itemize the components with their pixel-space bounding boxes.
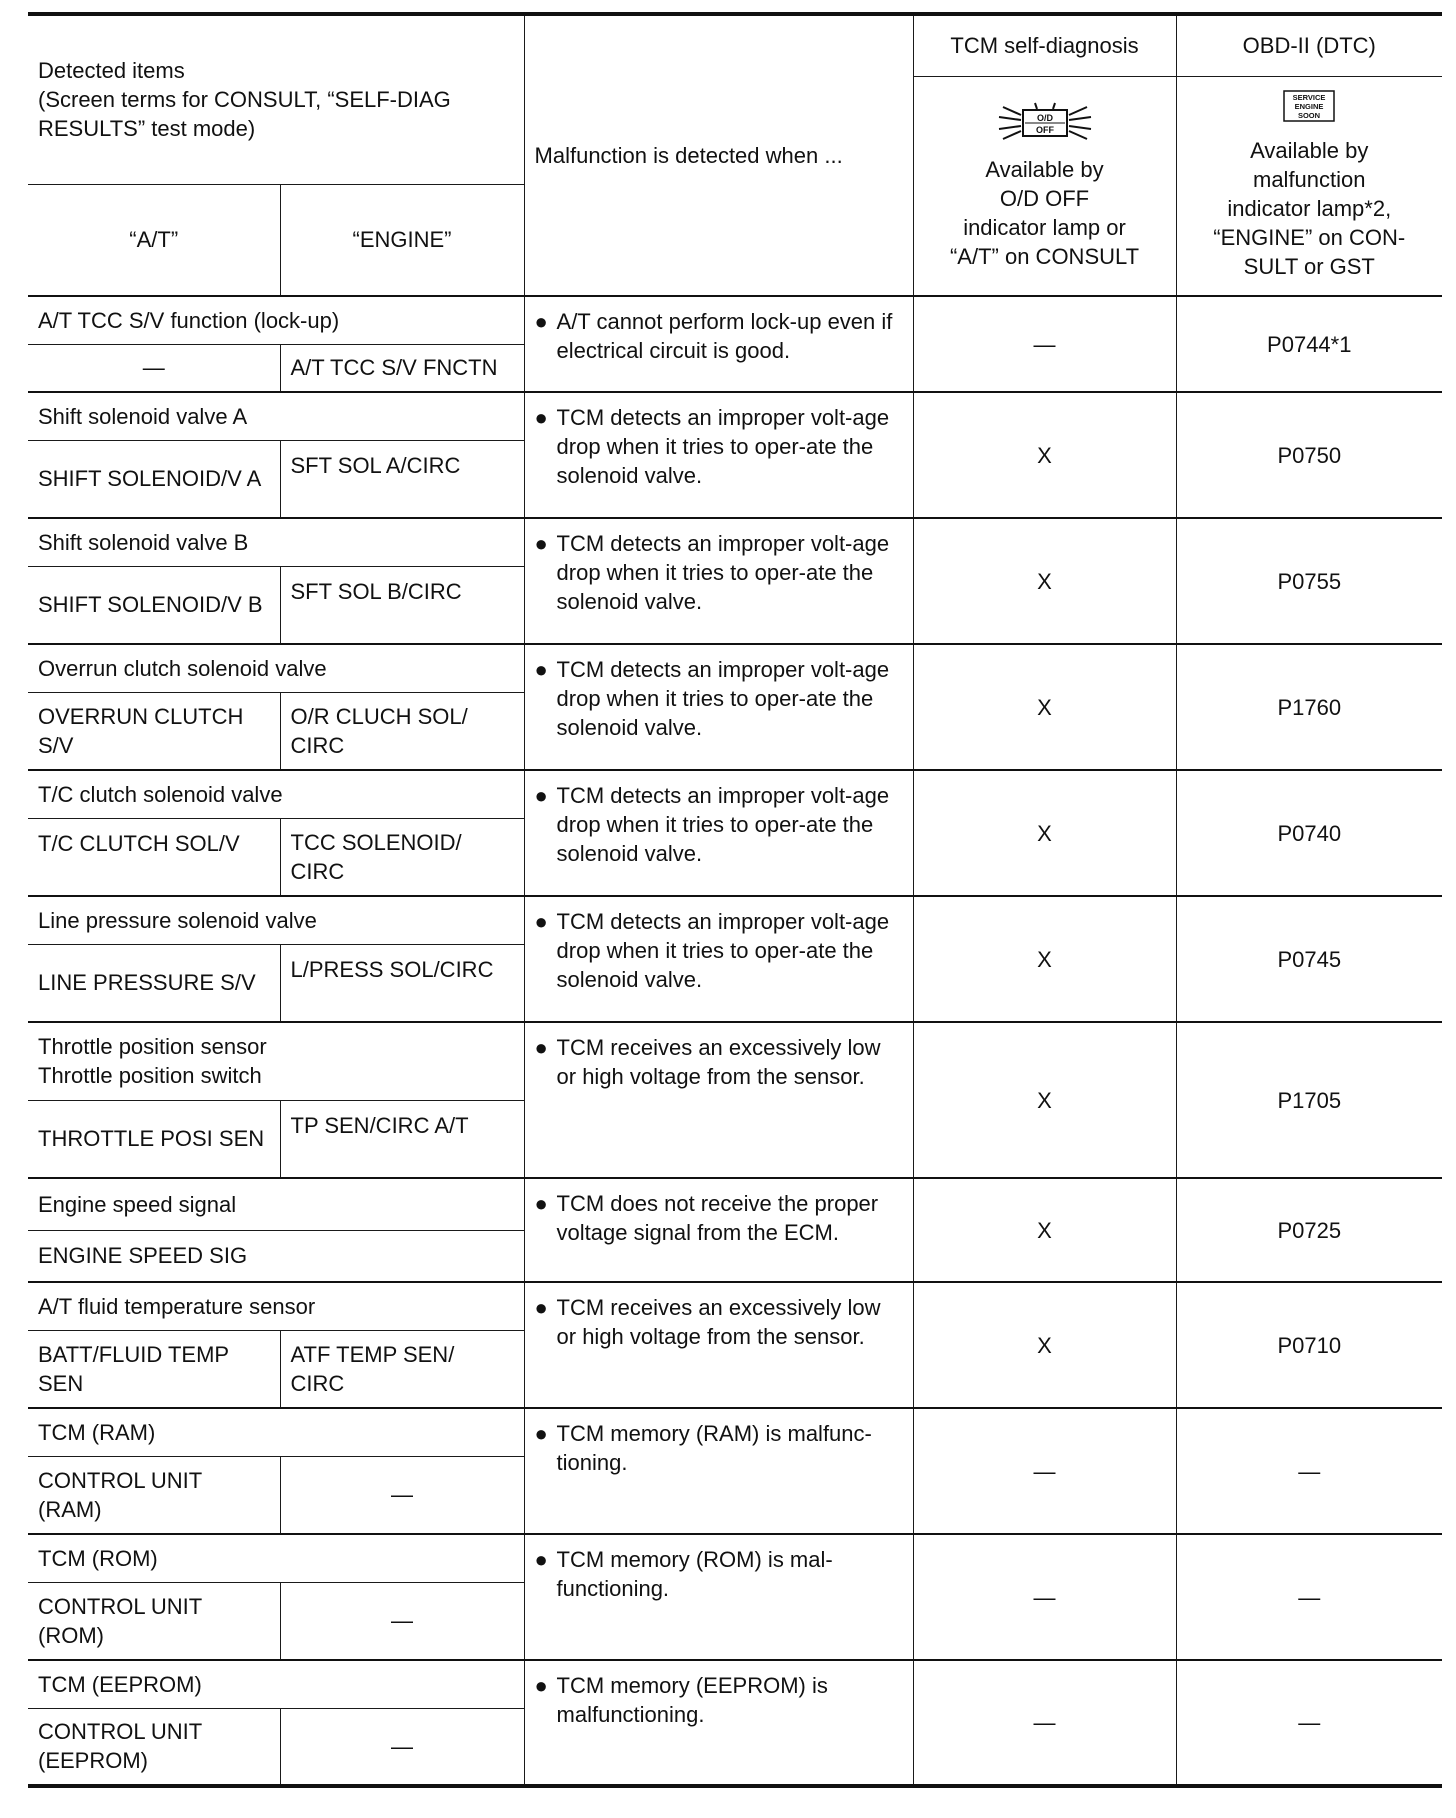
table-row	[28, 770, 1442, 818]
consult-at-term: CONTROL UNIT (ROM)	[28, 1582, 280, 1660]
malfunction-cell	[524, 1178, 913, 1282]
tcm-self-diag-value: —	[913, 1408, 1176, 1534]
obd-dtc-code: P0725	[1176, 1178, 1442, 1282]
obd-dtc-code: P1705	[1176, 1022, 1442, 1178]
detected-item-name: Shift solenoid valve A	[28, 392, 524, 440]
consult-engine-term: SFT SOL A/CIRC	[280, 440, 524, 518]
tcm-availability-text: Available by O/D OFF indicator lamp or “A/T” on CONSULT	[949, 156, 1140, 269]
tcm-self-diag-value: X	[913, 644, 1176, 770]
table-row	[28, 392, 1442, 440]
consult-engine-term: TCC SOLENOID/ CIRC	[280, 818, 524, 896]
header-detected-items: Detected items (Screen terms for CONSULT, “SELF-DIAG RESULTS” test mode)	[28, 14, 524, 184]
obd-dtc-code: P0750	[1176, 392, 1442, 518]
consult-at-term: ENGINE SPEED SIG	[28, 1230, 524, 1282]
malfunction-cell	[524, 1282, 913, 1408]
consult-at-term: —	[28, 344, 280, 392]
consult-at-term: CONTROL UNIT (EEPROM)	[28, 1708, 280, 1786]
consult-engine-term: —	[280, 1582, 524, 1660]
consult-engine-term: SFT SOL B/CIRC	[280, 566, 524, 644]
detected-item-name: Line pressure solenoid valve	[28, 896, 524, 944]
obd-dtc-code: —	[1176, 1534, 1442, 1660]
tcm-self-diag-value: X	[913, 896, 1176, 1022]
consult-engine-term: —	[280, 1456, 524, 1534]
table-row	[28, 1022, 1442, 1100]
table-row	[28, 1660, 1442, 1708]
table-row	[28, 1534, 1442, 1582]
bullet-icon: ●	[534, 309, 548, 334]
header-obd2-dtc: OBD-II (DTC)	[1176, 14, 1442, 76]
od-icon-label-bottom: OFF	[1035, 124, 1054, 135]
ses-icon-line-3: SOON	[1298, 111, 1321, 121]
malfunction-text: TCM memory (ROM) is mal-functioning.	[556, 1547, 833, 1601]
detected-item-name: TCM (ROM)	[28, 1534, 524, 1582]
malfunction-cell	[524, 296, 913, 392]
malfunction-text: TCM detects an improper volt-age drop when it tries to oper-ate the solenoid valve.	[556, 783, 890, 866]
header-tcm-self-diagnosis: TCM self-diagnosis	[913, 14, 1176, 76]
tcm-self-diag-value: —	[913, 1534, 1176, 1660]
bullet-icon: ●	[534, 909, 548, 934]
obd-dtc-code: —	[1176, 1660, 1442, 1786]
consult-at-term: THROTTLE POSI SEN	[28, 1100, 280, 1178]
consult-at-term: CONTROL UNIT (RAM)	[28, 1456, 280, 1534]
consult-at-term: BATT/FLUID TEMP SEN	[28, 1330, 280, 1408]
obd-availability-text: Available by malfunction indicator lamp*2, “ENGINE” on CON- SULT or GST	[1213, 138, 1406, 280]
header-obd-availability	[1176, 76, 1442, 296]
malfunction-text: TCM detects an improper volt-age drop when it tries to oper-ate the solenoid valve.	[556, 405, 890, 488]
ses-icon-line-1: SERVICE	[1292, 93, 1326, 103]
consult-at-term: LINE PRESSURE S/V	[28, 944, 280, 1022]
detected-item-name: TCM (RAM)	[28, 1408, 524, 1456]
consult-at-term: OVERRUN CLUTCH S/V	[28, 692, 280, 770]
malfunction-text: TCM detects an improper volt-age drop when it tries to oper-ate the solenoid valve.	[556, 657, 890, 740]
consult-engine-term: A/T TCC S/V FNCTN	[280, 344, 524, 392]
table-body	[28, 14, 1442, 1786]
obd-dtc-code: P0745	[1176, 896, 1442, 1022]
detected-item-name: Engine speed signal	[28, 1178, 524, 1230]
header-malfunction: Malfunction is detected when ...	[524, 14, 913, 296]
bullet-icon: ●	[534, 1673, 548, 1698]
bullet-icon: ●	[534, 1035, 548, 1060]
bullet-icon: ●	[534, 783, 548, 808]
malfunction-text: TCM does not receive the proper voltage signal from the ECM.	[556, 1191, 879, 1245]
tcm-self-diag-value: X	[913, 1022, 1176, 1178]
table-row	[28, 1178, 1442, 1230]
consult-engine-term: O/R CLUCH SOL/ CIRC	[280, 692, 524, 770]
table-row	[28, 1408, 1442, 1456]
table-row	[28, 296, 1442, 344]
malfunction-text: TCM receives an excessively low or high voltage from the sensor.	[556, 1035, 881, 1089]
table-row	[28, 518, 1442, 566]
detected-item-name: Shift solenoid valve B	[28, 518, 524, 566]
obd-dtc-code: P0740	[1176, 770, 1442, 896]
header-tcm-availability	[913, 76, 1176, 296]
table-row	[28, 644, 1442, 692]
malfunction-text: A/T cannot perform lock-up even if electrical circuit is good.	[556, 309, 893, 363]
malfunction-cell	[524, 1534, 913, 1660]
detected-item-name: A/T fluid temperature sensor	[28, 1282, 524, 1330]
detected-item-name: Overrun clutch solenoid valve	[28, 644, 524, 692]
bullet-icon: ●	[534, 1191, 548, 1216]
table-row	[28, 1282, 1442, 1330]
malfunction-text: TCM detects an improper volt-age drop when it tries to oper-ate the solenoid valve.	[556, 531, 890, 614]
malfunction-cell	[524, 1022, 913, 1178]
bullet-icon: ●	[534, 1421, 548, 1446]
detected-item-name: TCM (EEPROM)	[28, 1660, 524, 1708]
obd-dtc-code: P0744*1	[1176, 296, 1442, 392]
bullet-icon: ●	[534, 405, 548, 430]
obd-dtc-code: P1760	[1176, 644, 1442, 770]
malfunction-text: TCM detects an improper volt-age drop when it tries to oper-ate the solenoid valve.	[556, 909, 890, 992]
tcm-self-diag-value: —	[913, 1660, 1176, 1786]
malfunction-cell	[524, 1660, 913, 1786]
header-row-1	[28, 14, 1442, 76]
od-icon-label-top: O/D	[1036, 112, 1053, 123]
consult-engine-term: ATF TEMP SEN/ CIRC	[280, 1330, 524, 1408]
obd-dtc-code: P0755	[1176, 518, 1442, 644]
consult-engine-term: —	[280, 1708, 524, 1786]
detected-item-name: Throttle position sensor Throttle position switch	[28, 1022, 524, 1100]
malfunction-cell	[524, 392, 913, 518]
malfunction-text: TCM memory (RAM) is malfunc-tioning.	[556, 1421, 872, 1475]
malfunction-text: TCM receives an excessively low or high voltage from the sensor.	[556, 1295, 881, 1349]
service-engine-soon-icon	[1283, 90, 1335, 122]
consult-at-term: SHIFT SOLENOID/V A	[28, 440, 280, 518]
tcm-self-diag-value: X	[913, 1282, 1176, 1408]
tcm-self-diag-value: X	[913, 392, 1176, 518]
tcm-self-diag-value: —	[913, 296, 1176, 392]
malfunction-text: TCM memory (EEPROM) is malfunctioning.	[556, 1673, 828, 1727]
malfunction-cell	[524, 770, 913, 896]
consult-at-term: T/C CLUTCH SOL/V	[28, 818, 280, 896]
detected-item-name: T/C clutch solenoid valve	[28, 770, 524, 818]
bullet-icon: ●	[534, 1547, 548, 1572]
consult-at-term: SHIFT SOLENOID/V B	[28, 566, 280, 644]
dtc-table	[28, 12, 1442, 1788]
header-col-engine: “ENGINE”	[280, 184, 524, 296]
consult-engine-term: L/PRESS SOL/CIRC	[280, 944, 524, 1022]
ses-icon-line-2: ENGINE	[1294, 102, 1324, 112]
bullet-icon: ●	[534, 1295, 548, 1320]
malfunction-cell	[524, 1408, 913, 1534]
consult-engine-term: TP SEN/CIRC A/T	[280, 1100, 524, 1178]
obd-dtc-code: P0710	[1176, 1282, 1442, 1408]
tcm-self-diag-value: X	[913, 1178, 1176, 1282]
malfunction-cell	[524, 644, 913, 770]
detected-item-name: A/T TCC S/V function (lock-up)	[28, 296, 524, 344]
malfunction-cell	[524, 896, 913, 1022]
bullet-icon: ●	[534, 531, 548, 556]
header-col-at: “A/T”	[28, 184, 280, 296]
od-off-indicator-icon	[995, 101, 1095, 145]
tcm-self-diag-value: X	[913, 770, 1176, 896]
obd-dtc-code: —	[1176, 1408, 1442, 1534]
malfunction-cell	[524, 518, 913, 644]
tcm-self-diag-value: X	[913, 518, 1176, 644]
table-row	[28, 896, 1442, 944]
bullet-icon: ●	[534, 657, 548, 682]
